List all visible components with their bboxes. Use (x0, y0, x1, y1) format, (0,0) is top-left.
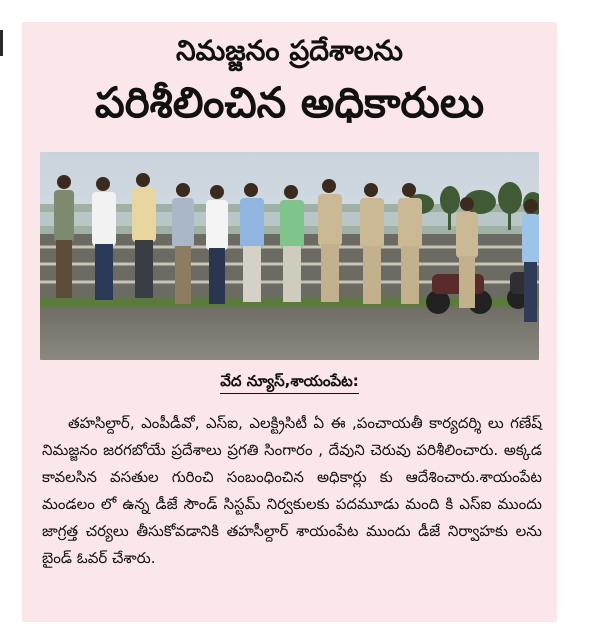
article-body (42, 410, 542, 572)
news-photo (40, 152, 539, 360)
dateline-text: వేద న్యూస్,శాయంపేట: (220, 372, 359, 394)
article-dateline (22, 372, 557, 394)
article-paragraph: తహసిల్దార్, ఎంపీడీవో, ఎస్ఐ, ఎలక్ట్రిసిటీ ఏ ఈ ,పంచాయతీ కార్యదర్శి లు గణేష్ నిమజ్జనం జరగబోయే ప్రదేశాలు ప్రగతి సింగారం , దేవుని చెరువు పరిశీలించారు. అక్కడ కావలసిన వసతుల గురించి సంబంధించిన అధికార్లు కు ఆదేశించారు.శాయంపేట మండలం లో ఉన్న డీజే సౌండ్ సిస్టమ్ నిర్వకులకు పదమూడు మంది కి ఎస్ఐ ముందు జాగ్రత్త చర్యలు తీసుకోవడానికి తహసీల్దార్ శాయంపేట ముందు డీజే నిర్వాహకు లను బైండ్ ఓవర్ చేశారు. (42, 414, 542, 567)
news-clipping (22, 22, 557, 622)
article-headline: పరిశీలించిన అధికారులు (94, 78, 485, 127)
page-edge (0, 0, 6, 628)
article-kicker: నిమజ్జనం ప్రదేశాలను (176, 34, 403, 67)
edge-mark (0, 30, 3, 56)
